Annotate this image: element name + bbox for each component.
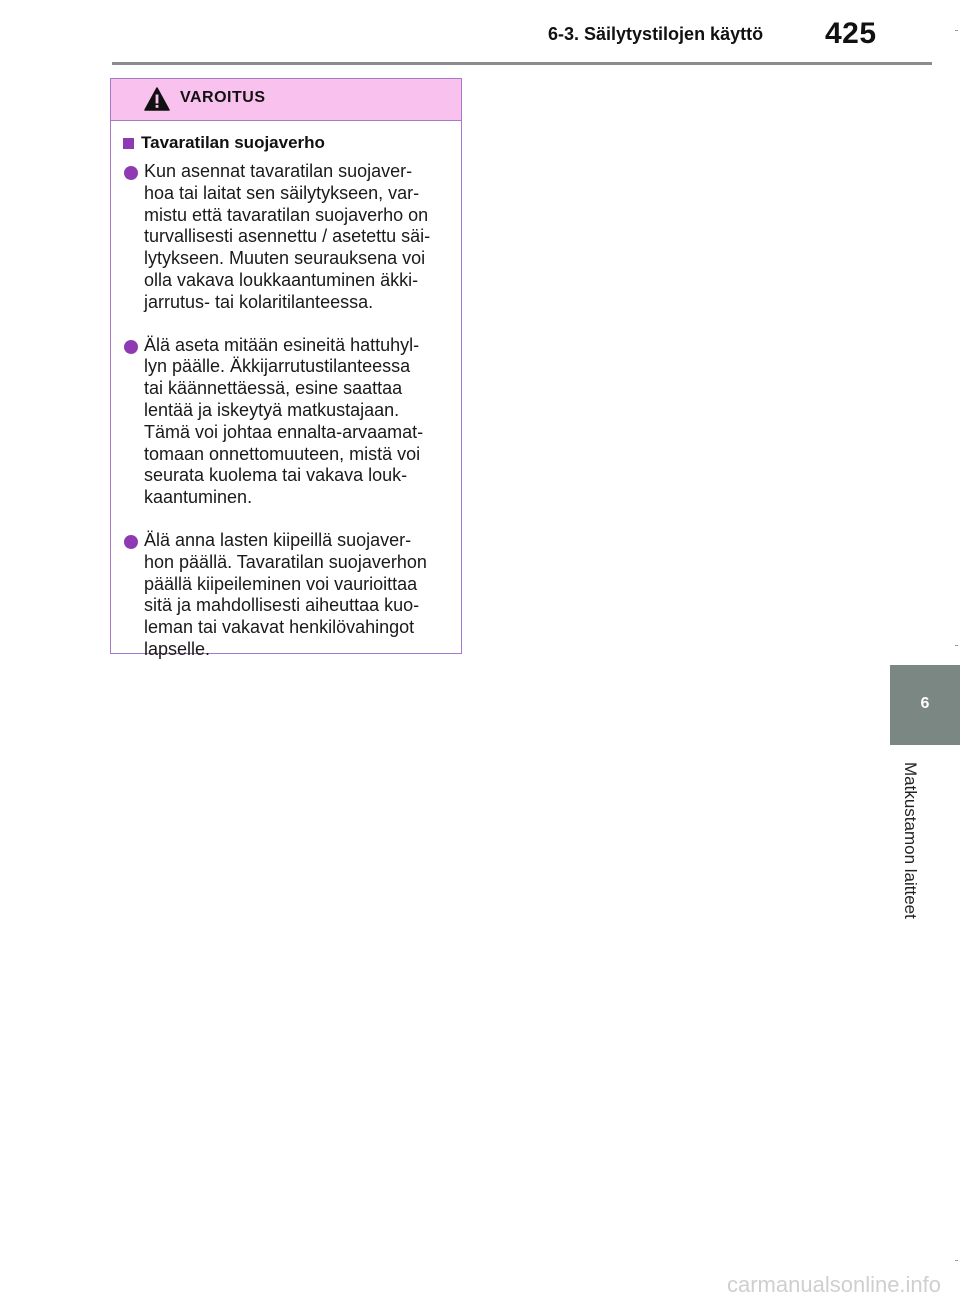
- circle-bullet-icon: [124, 340, 138, 354]
- chapter-tab: [890, 665, 960, 745]
- header-rule: [112, 62, 932, 65]
- list-item-text: Älä anna lasten kiipeillä suojaver- hon päällä. Tavaratilan suojaverhon päällä kiipeileminen voi vaurioittaa sitä ja mahdollisesti aiheuttaa kuo- leman tai vakavat henkilövahingot lapselle.: [144, 529, 427, 659]
- warning-subheading: [119, 133, 447, 153]
- circle-bullet-icon: [124, 535, 138, 549]
- chapter-number: 6: [920, 695, 930, 712]
- list-item-text: Älä aseta mitään esineitä hattuhyl- lyn päälle. Äkkijarrutustilanteessa tai käännettäessä, esine saattaa lentää ja iskeytyä matkustajaan. Tämä voi johtaa ennalta-arvaamat- tomaan onnettomuuteen, mistä voi seurata kuolema tai vakava louk- kaantuminen.: [144, 334, 424, 508]
- list-item: [119, 161, 447, 314]
- list-item: [119, 335, 447, 509]
- crop-mark: [955, 645, 958, 646]
- warning-triangle-icon: [144, 87, 170, 111]
- list-item-text: Kun asennat tavaratilan suojaver- hoa tai laitat sen säilytykseen, var- mistu että tavaratilan suojaverho on turvallisesti asennettu / asetettu säi- lytykseen. Muuten seurauksena voi olla vakava loukkaantuminen äkki- jarrutus- tai kolaritilanteessa.: [144, 161, 431, 312]
- page-number: 425: [825, 17, 877, 50]
- warning-header: [111, 79, 461, 121]
- circle-bullet-icon: [124, 166, 138, 180]
- section-title: 6-3. Säilytystilojen käyttö: [548, 24, 764, 44]
- list-item: [119, 530, 447, 661]
- crop-mark: [955, 30, 958, 31]
- chapter-label: Matkustamon laitteet: [901, 762, 920, 919]
- square-bullet-icon: [123, 138, 134, 149]
- watermark: carmanualsonline.info: [727, 1272, 942, 1297]
- subheading-text: Tavaratilan suojaverho: [141, 133, 325, 152]
- warning-body: [111, 121, 461, 661]
- page-header: [0, 0, 960, 64]
- crop-mark: [955, 1260, 958, 1261]
- warning-box: [110, 78, 462, 659]
- warning-title: VAROITUS: [180, 89, 266, 106]
